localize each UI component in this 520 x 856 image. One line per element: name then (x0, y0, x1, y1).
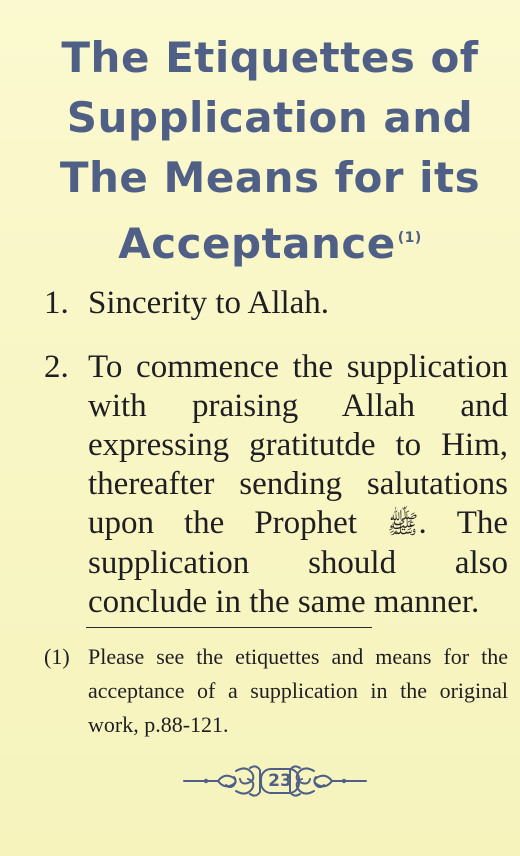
title-line-4-text: Acceptance (118, 219, 396, 268)
salutation-glyph: ﷺ (387, 510, 419, 539)
list-item-text-part-1: To commence the supplication with praising Allah and expressing gratitutde to Him, thereafter sending salutations upon the Prophet (88, 349, 508, 541)
title-line-1: The Etiquettes of (61, 33, 479, 82)
footnote-number: (1) (44, 644, 70, 669)
title-line-2: Supplication and (66, 93, 474, 142)
footnote-divider (86, 627, 372, 628)
list-item-number: 2. (44, 349, 69, 385)
page-number: 23 (268, 771, 292, 791)
footnote-reference: (1) (397, 230, 422, 246)
title-line-3: The Means for its (59, 153, 481, 202)
footnote-text: Please see the etiquettes and means for the acceptance of a supplication in the original work, p.88-121. (88, 644, 508, 737)
list-item-number: 1. (44, 285, 69, 321)
title-line-4 (40, 208, 500, 274)
list-item-text (88, 348, 508, 622)
list-item-text-part-2: . The supplication should also conclude in the same manner. (88, 505, 508, 620)
page-title (40, 28, 500, 274)
list-item-text: Sincerity to Allah. (88, 285, 330, 321)
